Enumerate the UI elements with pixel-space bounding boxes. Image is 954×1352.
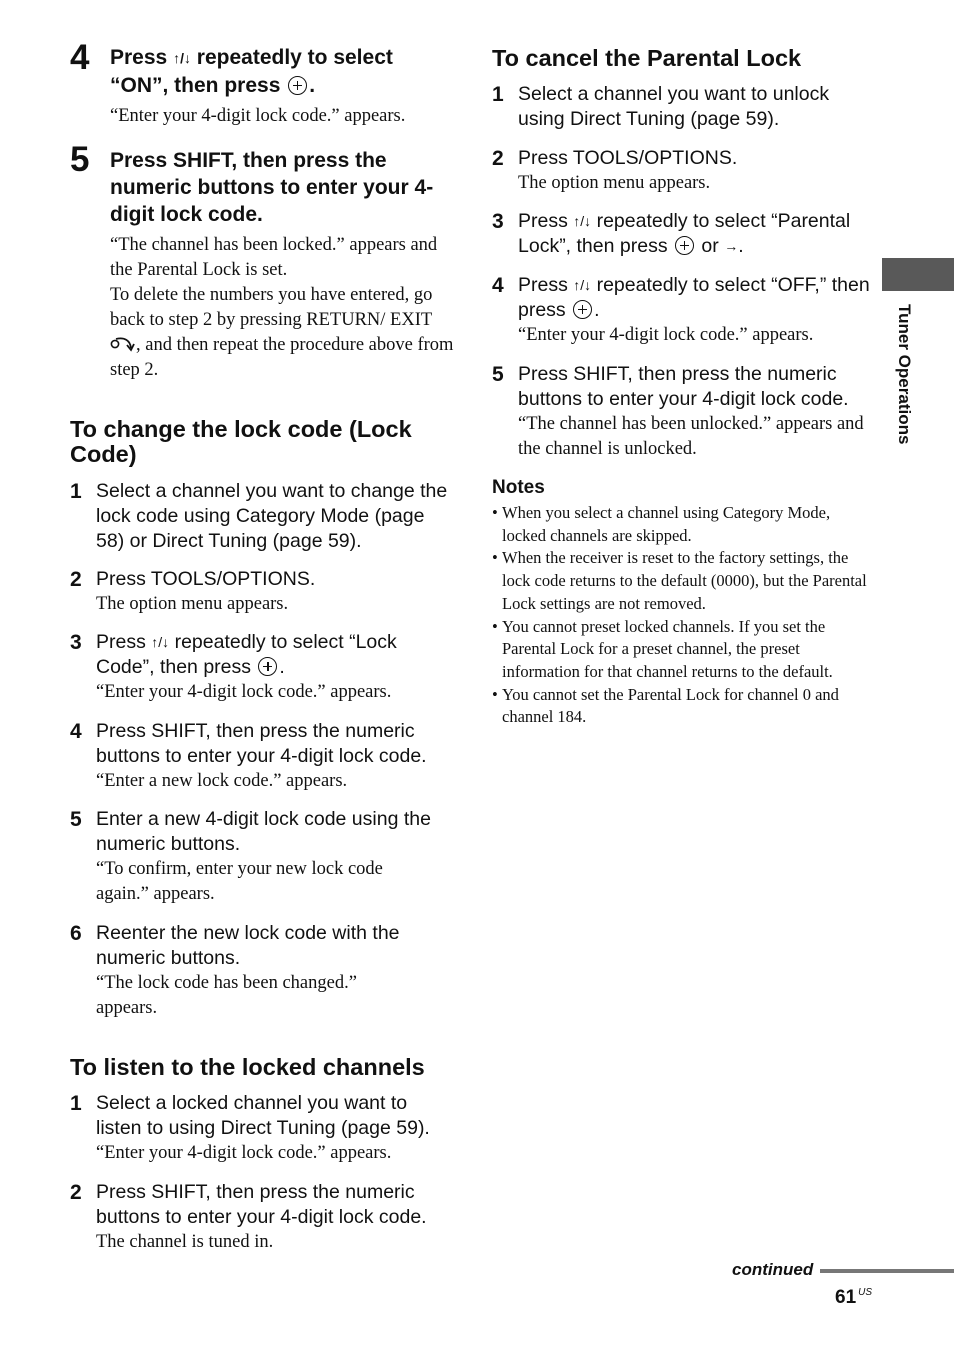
step-title: Select a channel you want to change the lock code using Category Mode (page 58) or Direct Tuning (page 59). [96,480,448,552]
change-step-1 [70,479,455,554]
step-number: 1 [492,83,504,106]
step-title [96,630,455,680]
title-part: Press [96,631,152,653]
note-item [492,502,870,547]
bullet-icon: • [492,616,498,636]
notes-list [492,502,870,729]
page-region-suffix: US [858,1287,873,1298]
step-title: Press SHIFT, then press the numeric buttons to enter your 4-digit lock code. [96,1181,427,1228]
step-title: Enter a new 4-digit lock code using the numeric buttons. [96,808,431,855]
cancel-step-2 [492,146,870,196]
note-item [492,547,870,615]
up-down-arrow-icon: ↑/↓ [151,634,170,650]
right-arrow-icon: → [724,238,739,254]
step-number: 4 [492,274,504,297]
side-section-label: Tuner Operations [895,304,914,445]
listen-step-1 [70,1091,455,1166]
title-part: Press [110,46,174,69]
step-body: “Enter your 4-digit lock code.” appears. [518,325,814,345]
enter-button-icon [258,657,277,676]
up-down-arrow-icon: ↑/↓ [573,213,592,229]
listen-step-2 [70,1180,455,1255]
title-part: repeatedly to select “OFF,” then press [518,274,870,321]
cancel-step-3 [492,209,870,259]
step-number: 4 [70,38,90,77]
section-heading-change-lock-code: To change the lock code (Lock Code) [70,416,412,467]
continued-rule [820,1269,954,1273]
continued-label: continued [732,1260,814,1279]
enter-button-icon [675,236,694,255]
note-text: You cannot preset locked channels. If you set the Parental Lock for a preset channel, the preset information for that channel returns to the default. [502,616,833,681]
page-number [835,1282,872,1309]
step-title: Press SHIFT, then press the numeric buttons to enter your 4-digit lock code. [518,363,849,410]
step-number: 2 [70,1181,82,1204]
cancel-step-1 [492,82,870,132]
step-number: 5 [70,140,90,179]
title-part: or [696,235,725,257]
step-body: “Enter your 4-digit lock code.” appears. [96,1143,392,1163]
enter-button-icon [573,300,592,319]
note-text: You cannot set the Parental Lock for channel 0 and channel 184. [502,684,839,727]
step-number: 1 [70,1092,82,1115]
change-step-3 [70,630,455,705]
note-item [492,616,870,684]
step-title: Press TOOLS/OPTIONS. [96,568,316,590]
step-number: 2 [70,568,82,591]
step-body: “Enter a new lock code.” appears. [96,771,348,791]
step-body: “Enter your 4-digit lock code.” appears. [96,682,392,702]
change-step-4 [70,719,455,794]
section-tab-marker [882,258,954,291]
body-paragraph: “The channel has been locked.” appears and the Parental Lock is set. [110,235,438,280]
step-body: The option menu appears. [96,594,289,614]
title-part: . [594,299,600,321]
cancel-step-4 [492,273,870,348]
step-number: 3 [70,631,82,654]
step-title: Press TOOLS/OPTIONS. [518,147,738,169]
bullet-icon: • [492,503,498,522]
title-part: Press [518,210,574,232]
title-part: . [279,656,285,678]
page-number-value: 61 [835,1287,857,1308]
step-title: Press SHIFT, then press the numeric buttons to enter your 4-digit lock code. [96,720,427,767]
step-body [110,233,455,383]
section-heading-cancel-parental-lock: To cancel the Parental Lock [492,45,802,71]
step-body: The option menu appears. [518,173,711,193]
change-step-2 [70,567,455,617]
notes-heading: Notes [492,477,545,498]
title-part: repeatedly to select “Parental Lock”, then press [518,210,851,257]
step-title [110,44,455,99]
step-body: “To confirm, enter your new lock code again.” appears. [96,859,383,904]
bullet-icon: • [492,684,498,704]
title-part: . [738,235,744,257]
title-part: Press [518,274,574,296]
section-heading-listen-locked: To listen to the locked channels [70,1054,425,1080]
enter-button-icon [288,76,307,95]
return-arrow-icon [110,336,136,352]
step-body: “Enter your 4-digit lock code.” appears. [110,106,406,126]
cancel-step-5 [492,362,870,462]
body-part: To delete the numbers you have entered, go back to step 2 by pressing RETURN/ EXIT [110,285,433,330]
step-number: 1 [70,480,82,503]
step-title [518,209,870,259]
step-body: “The lock code has been changed.” appears. [96,973,357,1018]
up-down-arrow-icon: ↑/↓ [173,50,191,66]
change-step-6 [70,921,455,1021]
note-text: When you select a channel using Category Mode, locked channels are skipped. [502,503,831,545]
title-part: repeatedly to select “Lock Code”, then press [96,631,397,678]
step-number: 6 [70,922,82,945]
step-number: 5 [70,808,82,831]
step-number: 5 [492,363,504,386]
step-number: 4 [70,720,82,743]
note-item [492,684,870,729]
step-body: The channel is tuned in. [96,1232,274,1252]
step-title [518,273,870,323]
title-part: . [309,74,316,97]
step-title: Press SHIFT, then press the numeric buttons to enter your 4-digit lock code. [110,149,434,226]
step-title: Select a channel you want to unlock using Direct Tuning (page 59). [518,83,830,130]
up-down-arrow-icon: ↑/↓ [573,277,592,293]
step-body: “The channel has been unlocked.” appears and the channel is unlocked. [518,414,864,459]
step-title: Reenter the new lock code with the numeric buttons. [96,922,400,969]
title-part: repeatedly to select “ON”, then press [110,46,393,97]
step-title: Select a locked channel you want to listen to using Direct Tuning (page 59). [96,1092,430,1139]
bullet-icon: • [492,548,498,568]
note-text: When the receiver is reset to the factory settings, the lock code returns to the default (0000), but the Parental Lock settings are not removed. [502,548,867,613]
body-part: , and then repeat the procedure above from step 2. [110,335,454,380]
step-number: 2 [492,147,504,170]
body-paragraph [110,283,455,383]
step-number: 3 [492,210,504,233]
change-step-5 [70,807,455,907]
